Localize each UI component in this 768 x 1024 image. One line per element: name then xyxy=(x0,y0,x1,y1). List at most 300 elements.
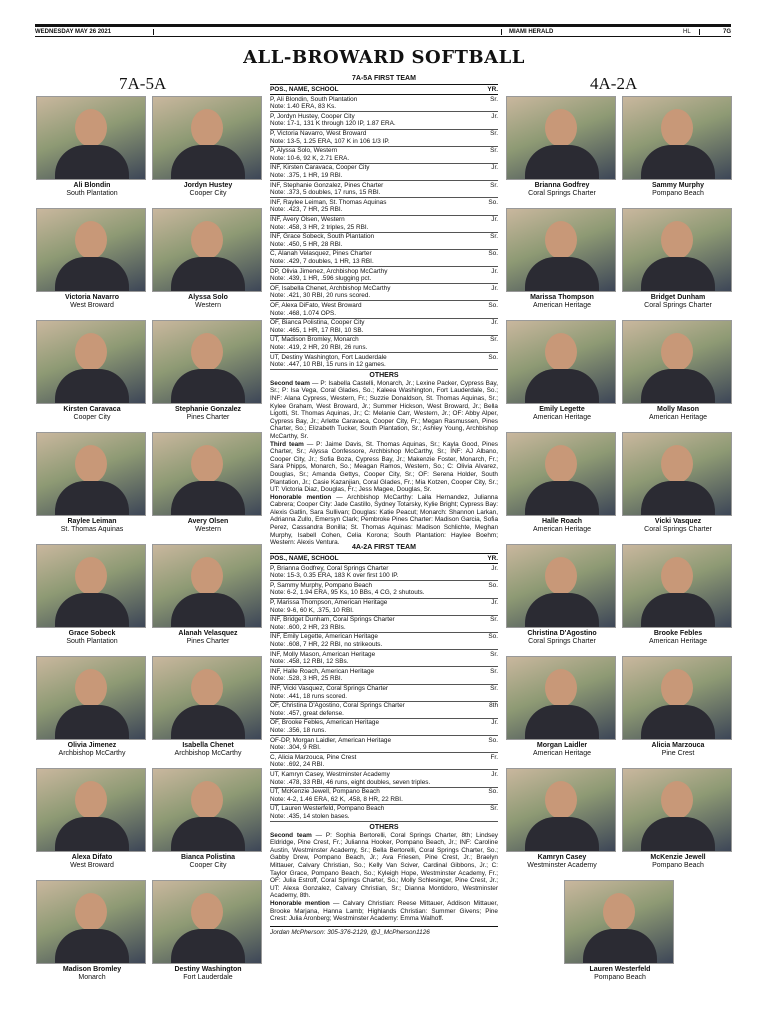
honorable-mention-paragraph xyxy=(270,494,498,547)
photo-figure-head xyxy=(545,333,577,371)
photo-figure-head xyxy=(75,781,107,819)
player-school: West Broward xyxy=(70,302,114,309)
player-name: Molly Mason xyxy=(656,406,699,413)
entry-player: INF, Emily Legette, American Heritage xyxy=(270,633,378,641)
photo-figure-body xyxy=(641,593,715,628)
masthead-divider xyxy=(699,29,700,35)
masthead xyxy=(35,24,731,37)
player-card xyxy=(506,656,618,758)
photo-figure-head xyxy=(661,669,693,707)
others-title: OTHERS xyxy=(369,372,399,380)
player-photo xyxy=(152,208,262,292)
player-photo xyxy=(36,96,146,180)
roster-entry xyxy=(270,650,498,667)
player-photo xyxy=(36,320,146,404)
entry-player: DP, Olivia Jimenez, Archbishop McCarthy xyxy=(270,267,388,275)
player-card xyxy=(622,656,734,758)
photo-figure-body xyxy=(171,817,245,852)
photo-figure-body xyxy=(171,257,245,292)
honorable-mention-text: — Calvary Christian: Reese Mittauer, Addison Mittauer, Brooke Marjana, Hanna Lamb; Highlands Christian: Summer Givens; Pine Crest: Julia Aronberg; Westminster Academy: Emma Walhoff. xyxy=(270,899,499,923)
entry-note: Note: .457, great defense. xyxy=(270,709,344,717)
entry-year: Fr. xyxy=(490,753,498,761)
masthead-date: WEDNESDAY MAY 26 2021 xyxy=(35,28,112,35)
third-team-label: Third team xyxy=(270,440,304,448)
photo-figure-body xyxy=(55,705,129,740)
entry-headline xyxy=(270,668,498,676)
second-team-paragraph xyxy=(270,832,498,900)
entry-player: P, Sammy Murphy, Pompano Beach xyxy=(270,581,373,589)
entry-headline xyxy=(270,582,498,590)
masthead-divider xyxy=(501,29,502,35)
player-card xyxy=(622,544,734,646)
entry-player: OF, Christina D'Agostino, Coral Springs Charter xyxy=(270,702,405,710)
player-school: American Heritage xyxy=(533,414,591,421)
roster-entry xyxy=(270,319,498,336)
second-team-paragraph xyxy=(270,380,498,441)
photo-figure-head xyxy=(661,557,693,595)
photo-figure-head xyxy=(75,333,107,371)
entry-player: P, Brianna Godfrey, Coral Springs Charter xyxy=(270,564,389,572)
player-photo xyxy=(622,656,732,740)
entry-headline xyxy=(270,250,498,258)
player-school: Pompano Beach xyxy=(652,862,704,869)
player-name: Stephanie Gonzalez xyxy=(174,406,242,413)
roster-entry xyxy=(270,702,498,719)
player-card xyxy=(506,768,618,870)
photo-figure-body xyxy=(641,817,715,852)
roster-entry xyxy=(270,753,498,770)
entry-year: Sr. xyxy=(490,805,498,813)
player-card xyxy=(152,768,264,870)
player-name: Brooke Febles xyxy=(653,630,703,637)
player-school: American Heritage xyxy=(649,414,707,421)
entry-note: Note: .441, 18 runs scored. xyxy=(270,692,348,700)
team-4a-title: 4A-2A FIRST TEAM xyxy=(270,544,498,554)
team-4a-listing xyxy=(270,544,498,936)
entry-year: Jr. xyxy=(491,599,498,607)
entry-note: Note: 15-3, 0.35 ERA, 183 K over first 100 IP. xyxy=(270,572,399,580)
entry-year: So. xyxy=(488,633,498,641)
player-school: Coral Springs Charter xyxy=(528,190,596,197)
roster-entry xyxy=(270,181,498,198)
entry-note: Note: .423, 7 HR, 25 RBI. xyxy=(270,206,343,214)
player-photo xyxy=(622,320,732,404)
player-photo xyxy=(506,656,616,740)
player-school: Cooper City xyxy=(189,190,227,197)
entry-headline xyxy=(270,302,498,310)
photo-figure-head xyxy=(191,109,223,147)
entry-note: Note: 17-1, 131 K through 120 IP, 1.87 ERA. xyxy=(270,120,396,128)
team-7a-listing xyxy=(270,75,498,547)
player-name: Madison Bromley xyxy=(62,966,122,973)
player-name: Halle Roach xyxy=(541,518,583,525)
honorable-mention-text: — Archbishop McCarthy: Laila Hernandez, Julianna Cabrera; Cooper City: Jade Castillo, Sydney Totarsky, Kylie Bright; Cypress Bay: Alexis Gatlin, Sara Sullivan; Douglas: Katie Peacut; Monarch: Shannon Larkan, Adrianna Zullo, Emersyn Clark; Pembroke Pines Charter: Madison Garcia, Sofia Perez, Cassandra Bonilla; St. Thomas Aquinas: Madison Schlichte, Meghan Murphy, Isabell Cohen, Celia Korona; South Plantation: Haylee Boehm; Western: Alexis Ventura. xyxy=(270,493,498,547)
masthead-section: HL xyxy=(683,28,691,35)
player-card xyxy=(152,320,264,422)
division-label-right: 4A-2A xyxy=(590,74,638,93)
entry-headline xyxy=(270,147,498,155)
entry-player: P, Ali Blondin, South Plantation xyxy=(270,95,358,103)
entry-note: Note: .447, 10 RBI, 15 runs in 12 games. xyxy=(270,361,386,369)
entry-headline xyxy=(270,268,498,276)
player-school: American Heritage xyxy=(533,302,591,309)
player-school: Fort Lauderdale xyxy=(183,974,233,981)
entry-headline xyxy=(270,805,498,813)
third-team-paragraph xyxy=(270,441,498,494)
team-4a-entries xyxy=(270,564,498,822)
entry-player: INF, Raylee Leiman, St. Thomas Aquinas xyxy=(270,198,387,206)
photo-figure-body xyxy=(525,481,599,516)
player-card xyxy=(622,320,734,422)
entry-headline xyxy=(270,336,498,344)
photo-figure-body xyxy=(171,593,245,628)
entry-note: Note: .608, 7 HR, 22 RBI, no strikeouts. xyxy=(270,641,383,649)
table-header xyxy=(270,85,498,96)
photo-figure-body xyxy=(525,369,599,404)
roster-entry xyxy=(270,267,498,284)
entry-year: Jr. xyxy=(491,216,498,223)
photo-figure-head xyxy=(661,109,693,147)
roster-entry xyxy=(270,130,498,147)
photo-figure-body xyxy=(171,369,245,404)
entry-year: So. xyxy=(488,301,498,309)
entry-headline xyxy=(270,319,498,327)
photo-figure-body xyxy=(55,257,129,292)
entry-player: INF, Vicki Vasquez, Coral Springs Charter xyxy=(270,685,389,692)
photo-figure-head xyxy=(545,221,577,259)
player-name: Bianca Polistina xyxy=(180,854,236,861)
entry-year: Sr. xyxy=(490,233,498,241)
entry-headline xyxy=(270,164,498,172)
entry-player: P, Alyssa Solo, Western xyxy=(270,147,338,155)
player-card xyxy=(152,208,264,310)
entry-headline xyxy=(270,754,498,762)
player-photo xyxy=(152,544,262,628)
roster-entry xyxy=(270,250,498,267)
entry-year: Sr. xyxy=(490,147,498,155)
player-photo xyxy=(506,208,616,292)
photo-figure-body xyxy=(583,929,657,964)
photo-figure-head xyxy=(603,893,635,931)
player-card xyxy=(36,768,148,870)
player-name: Alanah Velasquez xyxy=(178,630,238,637)
player-school: Western xyxy=(195,302,221,309)
player-name: Avery Olsen xyxy=(187,518,229,525)
photo-figure-head xyxy=(75,445,107,483)
photo-figure-body xyxy=(525,145,599,180)
player-card xyxy=(152,96,264,198)
entry-player: INF, Halle Roach, American Heritage xyxy=(270,667,375,675)
entry-headline xyxy=(270,788,498,796)
player-school: West Broward xyxy=(70,862,114,869)
photo-figure-head xyxy=(191,669,223,707)
roster-entry xyxy=(270,233,498,250)
player-school: Monarch xyxy=(78,974,106,981)
player-name: Kirsten Caravaca xyxy=(63,406,121,413)
photo-figure-head xyxy=(545,445,577,483)
entry-year: Sr. xyxy=(490,667,498,675)
player-photo xyxy=(506,432,616,516)
yr-header: YR. xyxy=(487,554,498,562)
entry-year: Jr. xyxy=(491,564,498,572)
entry-player: UT, Madison Bromley, Monarch xyxy=(270,336,359,344)
photo-figure-head xyxy=(661,445,693,483)
entry-note: Note: .528, 3 HR, 25 RBI. xyxy=(270,675,343,683)
roster-entry xyxy=(270,616,498,633)
second-team-label: Second team xyxy=(270,379,310,387)
player-name: Alyssa Solo xyxy=(188,294,228,301)
player-photo xyxy=(152,432,262,516)
roster-entry xyxy=(270,564,498,581)
photo-figure-head xyxy=(545,669,577,707)
roster-entry xyxy=(270,633,498,650)
entry-headline xyxy=(270,719,498,727)
entry-headline xyxy=(270,737,498,745)
entry-headline xyxy=(270,599,498,607)
entry-year: Sr. xyxy=(490,616,498,624)
team-7a-entries xyxy=(270,95,498,370)
entry-headline xyxy=(270,565,498,573)
entry-player: UT, Kamryn Casey, Westminster Academy xyxy=(270,770,390,778)
entry-note: Note: .356, 18 runs. xyxy=(270,726,327,734)
entry-headline xyxy=(270,216,498,224)
entry-headline xyxy=(270,233,498,241)
entry-headline xyxy=(270,702,498,710)
entry-year: Jr. xyxy=(491,770,498,778)
player-photo xyxy=(622,96,732,180)
player-card xyxy=(36,544,148,646)
photo-figure-body xyxy=(641,481,715,516)
roster-entry xyxy=(270,736,498,753)
entry-player: UT, Lauren Westerfeld, Pompano Beach xyxy=(270,805,385,813)
player-photo xyxy=(506,768,616,852)
player-photo xyxy=(152,880,262,964)
player-school: Archbishop McCarthy xyxy=(174,750,242,757)
player-photo xyxy=(622,768,732,852)
player-name: Bridget Dunham xyxy=(650,294,706,301)
second-team-text: — P: Isabella Castelli, Monarch, Jr.; Lexine Packer, Cypress Bay, Sr.; P: Isa Vega, Coral Glades, So.; Kaleea Washington, Fort Lauderdale, So.; INF: Alana Cypress, Western, Fr.; Suzzie Donaldson, St. Thomas Aquinas, Sr.; Kylee Graham, West Broward, Jr.; Summer Hickson, West Broward, Jr.; Bella Ligotti, St. Thomas Aquinas, Jr.; C: Melanie Carr, Western, Jr.; OF: Abby Alper, Cypress Bay, Jr.; Arlette Caravaca, Cooper City, Fr.; Megan Rasmussen, Pines Charter, So.; Elizabeth Tucker, South Plantation, Sr.; Ashley Young, Archbishop McCarthy, Sr. xyxy=(270,379,498,440)
entry-player: INF, Avery Olsen, Western xyxy=(270,216,345,223)
player-card xyxy=(622,208,734,310)
photo-figure-head xyxy=(191,781,223,819)
entry-headline xyxy=(270,633,498,641)
second-team-text: — P: Sophia Bertorelli, Coral Springs Charter, 8th; Lindsey Eldridge, Pine Crest, Fr.; Julianna Hooker, Pompano Beach, Jr.; INF: Caroline Austin, Westminster Academy, Sr.; Bella Bertorelli, Coral Springs Charter, So.; Gabby Drew, Pompano Beach, Jr.; Ava Friesen, Pine Crest, Jr.; Braelyn Mittauer, Calvary Christian, So.; Kelly Van Sciver, Cardinal Gibbons, Jr.; C: Taylor Grace, Pompano Beach, So.; Kyleigh Hope, Westminster Academy, Fr.; OF: Julia Estroff, Coral Springs Charter, So.; Molly Schlesinger, Pine Crest, Jr.; UT: Alexa Gonzalez, Calvary Christian, Sr.; Dianna Montidoro, Westminster Academy, 8th. xyxy=(270,831,498,900)
player-card xyxy=(152,544,264,646)
entry-year: Jr. xyxy=(491,267,498,275)
roster-entry xyxy=(270,216,498,233)
entry-year: Sr. xyxy=(490,685,498,692)
roster-entry xyxy=(270,805,498,822)
player-photo xyxy=(36,656,146,740)
honorable-mention-label: Honorable mention xyxy=(270,899,330,907)
player-card xyxy=(622,432,734,534)
photo-figure-body xyxy=(525,593,599,628)
entry-year: So. xyxy=(488,581,498,589)
player-name: Olivia Jimenez xyxy=(67,742,117,749)
player-school: American Heritage xyxy=(649,638,707,645)
entry-player: UT, Destiny Washington, Fort Lauderdale xyxy=(270,353,387,361)
roster-entry xyxy=(270,667,498,684)
entry-player: C, Alanah Velasquez, Pines Charter xyxy=(270,250,372,258)
entry-note: Note: 10-6, 92 K, 2.71 ERA. xyxy=(270,154,350,162)
photo-figure-body xyxy=(171,145,245,180)
entry-year: Sr. xyxy=(490,336,498,344)
player-photo xyxy=(506,96,616,180)
entry-year: Sr. xyxy=(490,650,498,658)
entry-note: Note: .458, 12 RBI, 12 SBs. xyxy=(270,658,349,666)
entry-note: Note: 1.40 ERA, 83 Ks. xyxy=(270,103,337,111)
player-school: South Plantation xyxy=(66,638,118,645)
player-photo xyxy=(152,656,262,740)
roster-entry xyxy=(270,353,498,370)
player-school: Pines Charter xyxy=(186,414,230,421)
honorable-mention-paragraph xyxy=(270,900,498,923)
entry-year: Jr. xyxy=(491,284,498,292)
player-name: Kamryn Casey xyxy=(537,854,587,861)
player-card xyxy=(506,544,618,646)
second-team-label: Second team xyxy=(270,831,312,839)
photo-figure-body xyxy=(171,481,245,516)
honorable-mention-label: Honorable mention xyxy=(270,493,332,501)
player-card xyxy=(506,432,618,534)
roster-entry xyxy=(270,301,498,318)
player-card xyxy=(36,320,148,422)
entry-headline xyxy=(270,616,498,624)
photo-figure-body xyxy=(525,257,599,292)
entry-headline xyxy=(270,771,498,779)
player-photo xyxy=(622,432,732,516)
roster-entry xyxy=(270,147,498,164)
entry-player: INF, Bridget Dunham, Coral Springs Charter xyxy=(270,616,395,624)
player-photo xyxy=(152,96,262,180)
player-card xyxy=(152,656,264,758)
entry-note: Note: .439, 1 HR, .596 slugging pct. xyxy=(270,275,372,283)
roster-entry xyxy=(270,685,498,702)
page-number: 7G xyxy=(722,28,731,35)
photo-figure-head xyxy=(661,221,693,259)
entry-headline xyxy=(270,285,498,293)
photo-figure-head xyxy=(545,557,577,595)
entry-headline xyxy=(270,354,498,362)
entry-year: Sr. xyxy=(490,95,498,103)
entry-year: Jr. xyxy=(491,164,498,172)
player-school: Western xyxy=(195,526,221,533)
player-name: Brianna Godfrey xyxy=(534,182,590,189)
player-card xyxy=(36,208,148,310)
entry-player: INF, Molly Mason, American Heritage xyxy=(270,650,376,658)
entry-player: OF, Bianca Polistina, Cooper City xyxy=(270,319,365,327)
entry-player: OF, Isabella Chenet, Archbishop McCarthy xyxy=(270,284,391,292)
player-school: St. Thomas Aquinas xyxy=(60,526,124,533)
entry-player: OF-DP, Morgan Laidler, American Heritage xyxy=(270,736,392,744)
entry-year: Jr. xyxy=(491,319,498,327)
player-photo xyxy=(36,768,146,852)
entry-note: Note: 13-5, 1.25 ERA, 107 K in 106 1/3 IP. xyxy=(270,137,390,145)
photo-figure-body xyxy=(55,593,129,628)
masthead-divider xyxy=(153,29,154,35)
player-school: Pines Charter xyxy=(186,638,230,645)
player-name: Morgan Laidler xyxy=(536,742,588,749)
player-card xyxy=(506,96,618,198)
player-school: American Heritage xyxy=(533,526,591,533)
entry-note: Note: .600, 2 HR, 23 RBIs. xyxy=(270,623,346,631)
player-name: Alexa Difato xyxy=(71,854,113,861)
entry-note: Note: .468, 1.074 OPS. xyxy=(270,309,337,317)
photo-figure-body xyxy=(55,481,129,516)
entry-note: Note: 6-2, 1.94 ERA, 95 Ks, 10 BBs, 4 CG, 2 shutouts. xyxy=(270,589,425,597)
entry-player: INF, Grace Sobeck, South Plantation xyxy=(270,233,375,241)
entry-headline xyxy=(270,130,498,138)
roster-entry xyxy=(270,112,498,129)
player-card xyxy=(564,880,676,982)
photo-figure-head xyxy=(75,557,107,595)
entry-note: Note: .465, 1 HR, 17 RBI, 10 SB. xyxy=(270,326,364,334)
player-school: Pompano Beach xyxy=(594,974,646,981)
player-card xyxy=(152,880,264,982)
player-card xyxy=(152,432,264,534)
player-photo xyxy=(506,320,616,404)
photo-figure-head xyxy=(75,893,107,931)
player-school: Coral Springs Charter xyxy=(644,526,712,533)
division-label-left: 7A-5A xyxy=(119,74,167,93)
player-name: Jordyn Hustey xyxy=(183,182,233,189)
player-photo xyxy=(564,880,674,964)
roster-entry xyxy=(270,284,498,301)
others-title: OTHERS xyxy=(369,824,399,831)
player-photo xyxy=(622,544,732,628)
photo-figure-head xyxy=(75,109,107,147)
masthead-paper: MIAMI HERALD xyxy=(509,28,554,35)
player-name: Lauren Westerfeld xyxy=(589,966,651,973)
player-school: Cooper City xyxy=(73,414,111,421)
roster-entry xyxy=(270,788,498,805)
player-card xyxy=(506,208,618,310)
player-name: Christina D'Agostino xyxy=(527,630,597,637)
photo-figure-body xyxy=(55,145,129,180)
entry-year: Sr. xyxy=(490,130,498,138)
photo-figure-head xyxy=(191,333,223,371)
entry-year: So. xyxy=(488,353,498,361)
entry-note: Note: .450, 5 HR, 28 RBI. xyxy=(270,240,343,248)
entry-year: Sr. xyxy=(490,181,498,189)
photo-figure-head xyxy=(545,109,577,147)
entry-note: Note: 4-2, 1.46 ERA, 62 K, .458, 8 HR, 22 RBI. xyxy=(270,795,403,803)
entry-player: UT, McKenzie Jewell, Pompano Beach xyxy=(270,788,380,796)
entry-year: So. xyxy=(488,198,498,206)
roster-entry xyxy=(270,770,498,787)
roster-entry xyxy=(270,198,498,215)
player-photo xyxy=(36,208,146,292)
player-card xyxy=(622,768,734,870)
entry-note: Note: .375, 1 HR, 19 RBI. xyxy=(270,172,343,180)
roster-entry xyxy=(270,581,498,598)
table-header xyxy=(270,554,498,565)
third-team-text: — P: Jaime Davis, St. Thomas Aquinas, Sr.; Kayla Good, Pines Charter, Sr.; Alyssa Confessore, Archbishop McCarthy, Sr.; INF: AJ Albano, Cooper City, Jr.; Sofia Boza, Cypress Bay, Jr.; Makenzie Foster, Monarch, Fr.; Sara Phipps, Monarch, So.; Meagan Ramos, Western, So.; C: Olivia Alvarez, Douglas, Sr.; Amanda Gettys, Cooper City, Sr.; OF: Serena Holder, South Plantation, Jr.; Casie Kazanjian, Coral Glades, Fr.; Mia Kotzen, Cooper City, Sr.; UT: Victoria Diaz, Douglas, Fr.; Jess Magee, Douglas, Sr. xyxy=(270,440,498,494)
player-photo xyxy=(152,768,262,852)
photo-figure-head xyxy=(75,221,107,259)
entry-player: INF, Kirsten Caravaca, Cooper City xyxy=(270,164,370,172)
entry-player: C, Alicia Marzouca, Pine Crest xyxy=(270,753,357,761)
entry-year: Jr. xyxy=(491,112,498,120)
player-card xyxy=(36,432,148,534)
photo-figure-body xyxy=(55,817,129,852)
player-school: Coral Springs Charter xyxy=(644,302,712,309)
entry-note: Note: .421, 30 RBI, 20 runs scored. xyxy=(270,292,371,300)
photo-figure-head xyxy=(191,557,223,595)
author-credit: Jordan McPherson: 305-376-2129, @J_McPherson1126 xyxy=(270,926,498,937)
entry-year: Jr. xyxy=(491,719,498,727)
page-headline: ALL-BROWARD SOFTBALL xyxy=(243,47,525,68)
